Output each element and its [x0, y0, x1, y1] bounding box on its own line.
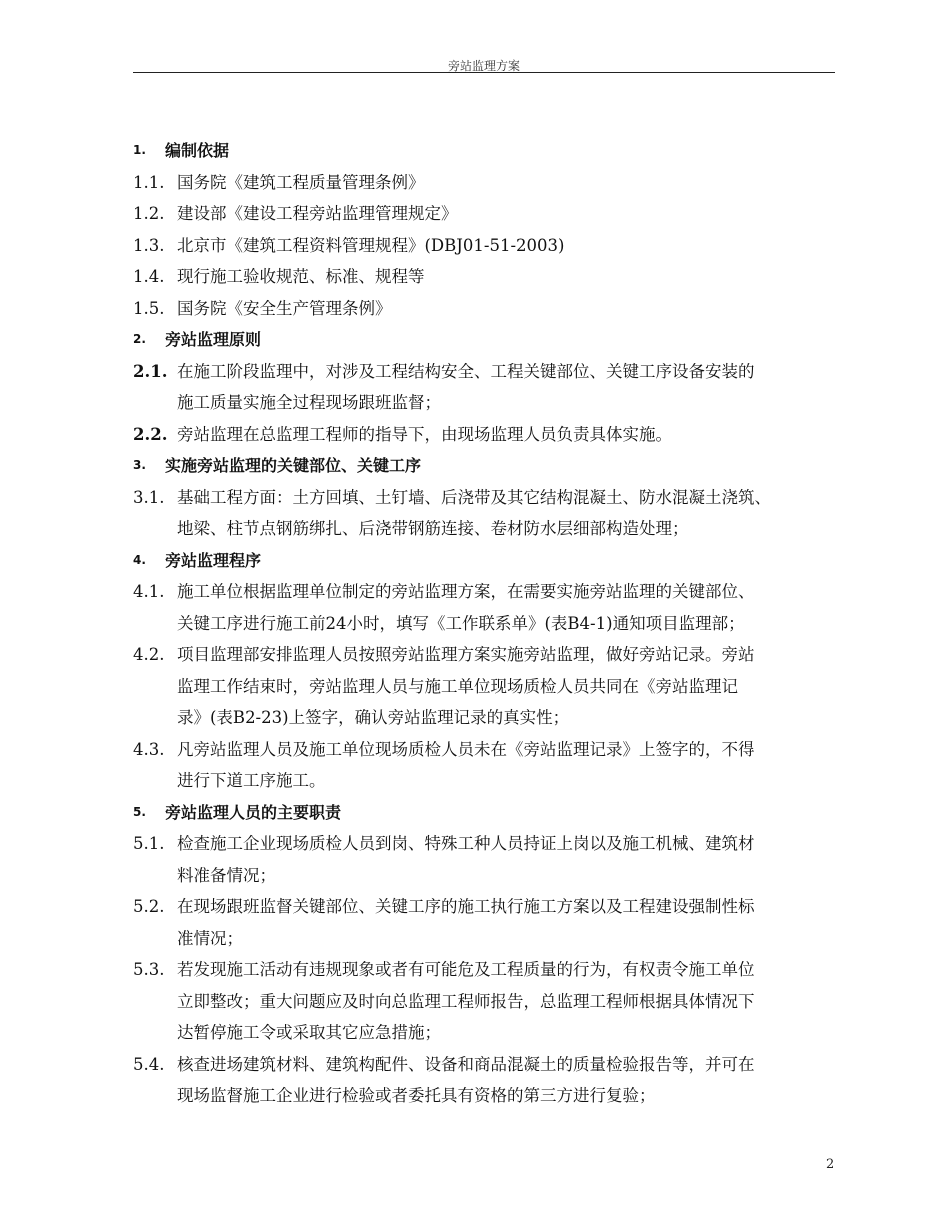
list-item-continuation	[133, 608, 841, 640]
list-item	[133, 261, 841, 293]
section-heading	[133, 324, 841, 356]
list-item	[133, 954, 841, 986]
item-text: 达暂停施工令或采取其它应急措施；	[177, 1023, 441, 1042]
item-number: 1.3.	[133, 235, 165, 255]
section-title: 旁站监理程序	[165, 550, 262, 570]
list-item-continuation	[133, 765, 841, 797]
list-item-continuation	[133, 702, 841, 734]
item-text: 在现场跟班监督关键部位、关键工序的施工执行施工方案以及工程建设强制性标	[177, 897, 755, 916]
section-number: 5.	[133, 804, 146, 819]
item-text: 项目监理部安排监理人员按照旁站监理方案实施旁站监理，做好旁站记录。旁站	[177, 645, 755, 664]
item-text: 立即整改；重大问题应及时向总监理工程师报告，总监理工程师根据具体情况下	[177, 991, 755, 1011]
item-number: 5.1.	[133, 834, 165, 853]
item-text: 检查施工企业现场质检人员到岗、特殊工种人员持证上岗以及施工机械、建筑材	[177, 834, 755, 853]
item-number: 4.2.	[133, 645, 165, 664]
item-text: 地梁、柱节点钢筋绑扎、后浇带钢筋连接、卷材防水层细部构造处理；	[177, 519, 689, 538]
item-number: 3.1.	[133, 487, 165, 507]
list-item-continuation	[133, 1017, 841, 1049]
list-item	[133, 230, 841, 262]
item-text: 准情况；	[177, 928, 243, 948]
section-number: 3.	[133, 458, 146, 472]
section-number: 1.	[133, 143, 146, 157]
item-text: 基础工程方面：土方回填、土钉墙、后浇带及其它结构混凝土、防水混凝土浇筑、	[177, 487, 771, 507]
item-text: 凡旁站监理人员及施工单位现场质检人员未在《旁站监理记录》上签字的，不得	[177, 739, 755, 759]
item-number: 2.1.	[133, 361, 168, 381]
item-text: 料准备情况；	[177, 865, 276, 885]
section-heading	[133, 135, 841, 167]
page-number: 2	[826, 1157, 835, 1172]
item-number: 1.4.	[133, 267, 165, 286]
list-item	[133, 639, 841, 671]
section-title: 编制依据	[165, 141, 230, 160]
list-item-continuation	[133, 986, 841, 1018]
item-text: 国务院《建筑工程质量管理条例》	[177, 172, 425, 192]
list-item	[133, 482, 841, 514]
list-item	[133, 356, 841, 388]
list-item	[133, 198, 841, 230]
list-item	[133, 419, 841, 451]
item-text: 现场监督施工企业进行检验或者委托具有资格的第三方进行复验；	[177, 1086, 656, 1105]
section-title: 实施旁站监理的关键部位、关键工序	[165, 456, 422, 475]
item-text: 在施工阶段监理中，对涉及工程结构安全、工程关键部位、关键工序设备安装的	[177, 361, 755, 381]
item-number: 4.3.	[133, 739, 165, 759]
section-heading	[133, 545, 841, 577]
item-text: 进行下道工序施工。	[177, 771, 326, 790]
list-item	[133, 293, 841, 325]
list-item	[133, 1049, 841, 1081]
item-text: 建设部《建设工程旁站监理管理规定》	[177, 204, 458, 223]
list-item	[133, 828, 841, 860]
item-number: 1.2.	[133, 204, 165, 223]
list-item	[133, 576, 841, 608]
item-text: 北京市《建筑工程资料管理规程》(DBJ01-51-2003)	[177, 235, 565, 255]
section-number: 2.	[133, 332, 146, 346]
list-item	[133, 891, 841, 923]
item-number: 4.1.	[133, 582, 165, 601]
item-text: 施工质量实施全过程现场跟班监督；	[177, 393, 441, 412]
list-item-continuation	[133, 923, 841, 955]
list-item-continuation	[133, 513, 841, 545]
list-item	[133, 167, 841, 199]
item-number: 5.2.	[133, 897, 165, 916]
section-title: 旁站监理人员的主要职责	[165, 802, 342, 822]
item-number: 1.1.	[133, 172, 165, 192]
list-item-continuation	[133, 671, 841, 703]
item-text: 旁站监理在总监理工程师的指导下，由现场监理人员负责具体实施。	[177, 424, 672, 444]
item-number: 2.2.	[133, 424, 168, 444]
list-item-continuation	[133, 1080, 841, 1112]
list-item-continuation	[133, 860, 841, 892]
item-number: 1.5.	[133, 298, 165, 318]
item-text: 监理工作结束时，旁站监理人员与施工单位现场质检人员共同在《旁站监理记	[177, 676, 738, 696]
running-header: 旁站监理方案	[447, 59, 520, 73]
list-item-continuation	[133, 387, 841, 419]
item-text: 关键工序进行施工前24小时，填写《工作联系单》(表B4-1)通知项目监理部；	[177, 613, 745, 633]
item-text: 若发现施工活动有违规现象或者有可能危及工程质量的行为，有权责令施工单位	[177, 960, 755, 979]
item-text: 施工单位根据监理单位制定的旁站监理方案，在需要实施旁站监理的关键部位、	[177, 582, 755, 601]
item-number: 5.4.	[133, 1054, 165, 1074]
document-body	[133, 135, 841, 1112]
section-title: 旁站监理原则	[165, 330, 262, 349]
section-heading	[133, 797, 841, 829]
item-text: 录》(表B2-23)上签字，确认旁站监理记录的真实性；	[177, 708, 570, 727]
header-divider	[133, 72, 835, 73]
list-item	[133, 734, 841, 766]
item-text: 国务院《安全生产管理条例》	[177, 298, 392, 318]
item-text: 核查进场建筑材料、建筑构配件、设备和商品混凝土的质量检验报告等，并可在	[177, 1054, 755, 1074]
section-heading	[133, 450, 841, 482]
item-number: 5.3.	[133, 960, 165, 979]
section-number: 4.	[133, 552, 146, 567]
item-text: 现行施工验收规范、标准、规程等	[177, 267, 425, 286]
